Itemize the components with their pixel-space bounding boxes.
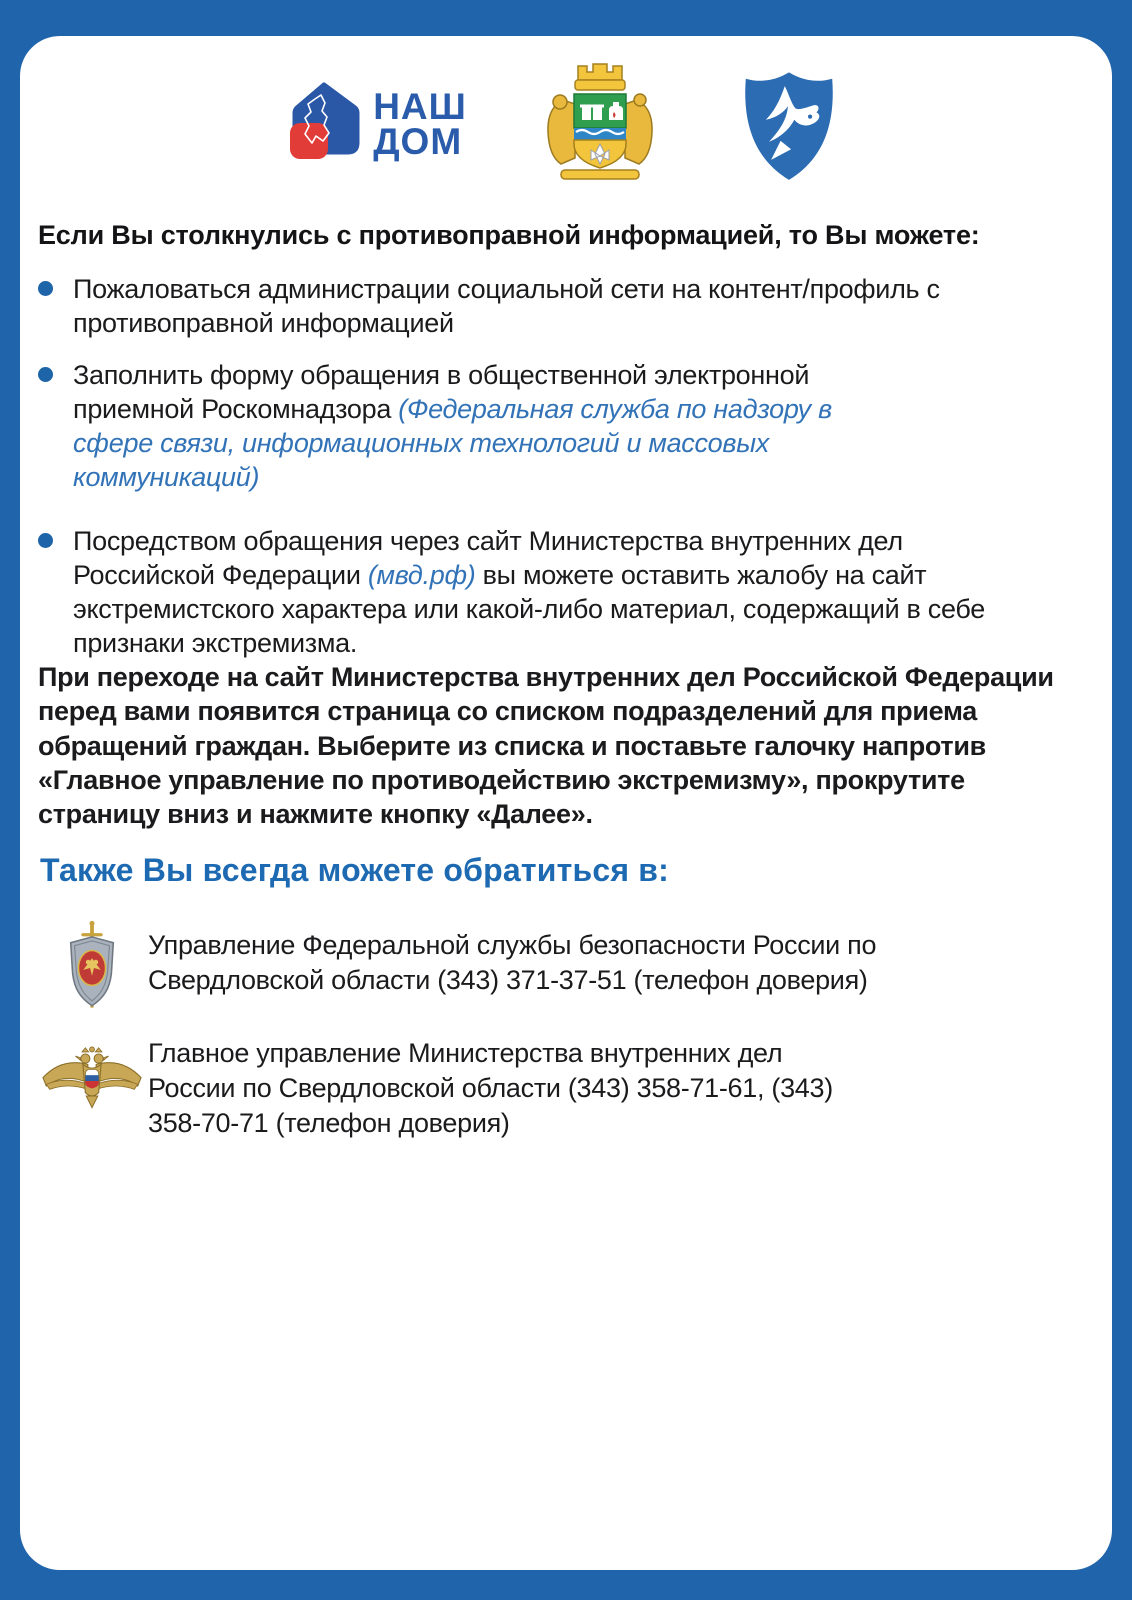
bullet-item-social-network — [38, 272, 1003, 340]
bullet-dot-icon — [38, 281, 53, 296]
bullet-dot-icon — [38, 367, 53, 382]
contact-mvd — [36, 1028, 848, 1141]
bullet-text — [73, 524, 1033, 660]
contact-text: Главное управление Министерства внутренних дел России по Свердловской области (343) 358-71-61, (343) 358-70-71 (телефон доверия) — [148, 1038, 833, 1139]
ekaterinburg-coat-of-arms-icon — [529, 58, 671, 190]
mvd-emblem-icon — [36, 1028, 148, 1120]
contact-fsb — [36, 916, 978, 1016]
bullet-text-plain: Посредством обращения через сайт Министерства внутренних дел Российской Федерации — [73, 526, 903, 591]
bullet-item-roskomnadzor — [38, 358, 868, 494]
qr-code — [900, 352, 1064, 516]
contact-text: Управление Федеральной службы безопасности России по Свердловской области (343) 371-37-51 (телефон доверия) — [148, 930, 877, 996]
mvd-link-text[interactable]: (мвд.рф) — [367, 560, 476, 591]
qr-code-icon — [900, 352, 1064, 516]
bullet-text-plain: вы можете оставить жалобу на сайт экстремистского характера или какой-либо материал, содержащий в себе признаки экстремизма. — [73, 560, 985, 659]
intro-heading: Если Вы столкнулись с противоправной информацией, то Вы можете: — [38, 220, 980, 250]
nash-dom-house-icon — [287, 81, 361, 167]
bullet-item-mvd-site — [38, 524, 1033, 660]
bullet-text: Пожаловаться администрации социальной сети на контент/профиль с противоправной информацией — [73, 274, 940, 339]
header-logos — [0, 58, 1132, 190]
nash-dom-logo — [287, 81, 467, 167]
bullet-dot-icon — [38, 533, 53, 548]
fsb-emblem-icon — [36, 916, 148, 1016]
bullet-text-plain: Заполнить форму обращения в общественной электронной приемной Роскомнадзора — [73, 360, 810, 425]
bullet-text — [73, 358, 868, 494]
roskomnadzor-link-text[interactable]: (Федеральная служба по надзору в сфере связи, информационных технологий и массовых коммуникаций) — [73, 394, 832, 493]
dove-shield-logo-icon — [733, 65, 845, 183]
instructions-paragraph: При переходе на сайт Министерства внутренних дел Российской Федерации перед вами появится страница со списком подразделений для приема обращений граждан. Выберите из списка и поставьте галочку напротив «Главное управление по противодействию экстремизму», прокрутите страницу вниз и нажмите кнопку «Далее». — [38, 662, 1054, 830]
nash-dom-wordmark: НАШ ДОМ — [373, 85, 467, 162]
contacts-heading: Также Вы всегда можете обратиться в: — [40, 852, 670, 888]
